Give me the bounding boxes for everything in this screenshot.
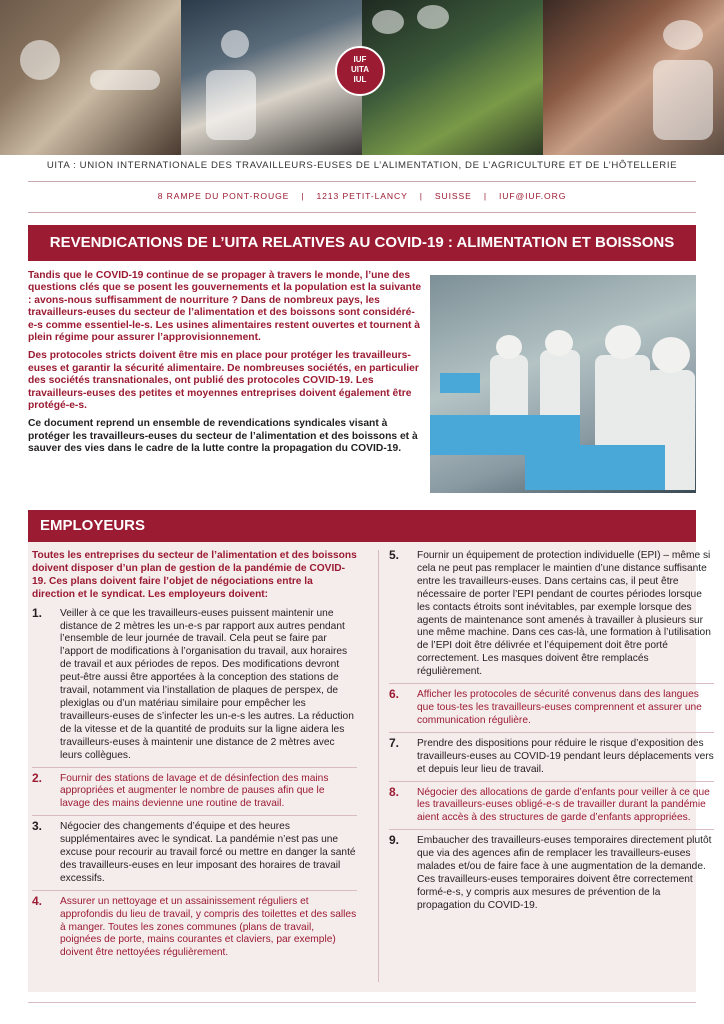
photo-worker-in-factory [181,0,362,155]
item-text: Afficher les protocoles de sécurité convenus dans des langues que tous-tes les travailleurs-euses comprennent et assurer une communication régulière. [417,689,702,726]
item-number: 5. [389,548,400,562]
intro-paragraph-2: Des protocoles stricts doivent être mis en place pour protéger les travailleurs-euses et garantir la sécurité alimentaire. De nombreuses sociétés, en particulier des sociétés transnationales, ont publié des protocoles COVID-19. Les travailleurs-euses des petites et moyennes entreprises doivent également être protégé-e-s. [28,350,419,412]
photo-food-processing-workers [430,275,696,493]
intro-text [28,270,423,462]
item-number: 2. [32,770,43,785]
item-text: Embaucher des travailleurs-euses temporaires directement plutôt que via des agences afin de remplacer les travailleurs-euses malades et/ou de faire face à une augmentation de la demande. Ces travailleurs-euses temporaires doivent être correctement formé-e-s, y compris aux mesures de prévention de la propagation du COVID-19. [417,835,712,911]
address-line: 8 RAMPE DU PONT-ROUGE | 1213 PETIT-LANCY | SUISSE | IUF@IUF.ORG [157,191,567,201]
demand-item [389,550,714,684]
photo-meat-processing [543,0,724,155]
intro-paragraph-3: Ce document reprend un ensemble de revendications syndicales visant à protéger les travailleurs-euses du secteur de l’alimentation et des boissons et à sauver des vies dans le cadre de la lutte contre la propagation du COVID-19. [28,418,418,455]
photo-bottling-line [0,0,181,155]
intro-paragraph-1: Tandis que le COVID-19 continue de se propager à travers le monde, l’une des questions clés que se posent les gouvernements et la population est la suivante : avons-nous suffisamment de nourriture ? Dans de nombreux pays, les travailleurs-euses du secteur de l’alimentation et des boissons sont considéré-e-s comme essentiel-le-s. Les usines alimentaires restent ouvertes et tournent à plein régime pour assurer l’approvisionnement. [28,270,422,344]
demand-item [32,770,357,817]
address-city: 1213 PETIT-LANCY [316,191,408,201]
demand-item [389,689,714,733]
address-street: 8 RAMPE DU PONT-ROUGE [157,191,290,201]
divider [28,212,696,213]
organization-name: UITA : UNION INTERNATIONALE DES TRAVAILLEURS-EUSES DE L’ALIMENTATION, DE L’AGRICULTURE ET DE L’HÔTELLERIE [46,160,678,171]
column-divider [378,550,379,982]
item-number: 7. [389,735,400,750]
demand-item [389,784,714,831]
address-email[interactable]: IUF@IUF.ORG [498,191,567,201]
demand-item [32,821,357,891]
demand-item [389,735,714,782]
column-right [389,550,714,922]
item-text: Veiller à ce que les travailleurs-euses puissent maintenir une distance de 2 mètres les un-e-s par rapport aux autres pendant l’ensemble de leur journée de travail. Cela peut se faire par l’apport de modifications à l’organisation du travail, aux horaires de travail et aux périodes de repos. Des modifications devront peut-être aussi être apportées à la conception des stations de travail, notamment via l’installation de plaques de perspex, de plexiglas ou d’un matériau similaire pour empêcher les travailleurs-euses de s’infecter les un-e-s les autres. La réduction de la vitesse et de la quantité de produits sur la ligne aidera les travailleurs-euses à maintenir une distance de 2 mètres avec leurs collègues. [60,607,354,761]
item-text: Négocier des allocations de garde d’enfants pour veiller à ce que les travailleurs-euses obligé-e-s de travailler durant la pandémie aient accès à des structures de garde d’enfants appropriées. [417,786,710,824]
column-left [32,550,357,969]
demand-item [32,605,357,768]
item-number: 9. [389,833,400,848]
item-number: 3. [32,819,43,834]
section-lead: Toutes les entreprises du secteur de l’alimentation et des boissons doivent disposer d’un plan de gestion de la pandémie de COVID-19. Ces plans doivent faire l’objet de négociations entre la direction et le syndicat. Les employeurs doivent: [32,550,357,600]
item-text: Fournir un équipement de protection individuelle (EPI) – même si cela ne peut pas remplacer le maintien d’une distance suffisante entre les travailleurs-euses. Dans certains cas, il peut être nécessaire de porter l’EPI pendant de courtes périodes lorsque les contacts étroits sont inévitables, par exemple lorsque des agents de maintenance sont amenés à travailler à plusieurs sur une même machine. Dans ces cas-là, une formation à l’utilisation de l’EPI doit être délivrée et l’équipement doit être porté correctement. Les masques doivent être remplacés régulièrement. [417,550,711,678]
demand-item [389,835,714,916]
item-text: Prendre des dispositions pour réduire le risque d’exposition des travailleurs-euses au COVID-19 pendant leurs déplacements vers et depuis leur lieu de travail. [417,737,714,775]
bottom-divider [28,1002,696,1003]
address-country: SUISSE [434,191,472,201]
item-number: 6. [389,687,400,702]
item-text: Négocier des changements d’équipe et des heures supplémentaires avec le syndicat. La pandémie n’est pas une excuse pour recourir au travail forcé ou mettre en danger la santé des travailleurs-euses en leur imposant des horaires de travail excessifs. [60,821,356,884]
photo-vegetable-sorting [362,0,543,155]
divider [28,181,696,182]
demand-item [32,893,357,965]
page-title: REVENDICATIONS DE L’UITA RELATIVES AU COVID-19 : ALIMENTATION ET BOISSONS [28,225,696,261]
item-text: Fournir des stations de lavage et de désinfection des mains appropriées et augmenter le nombre de pauses afin que le lavage des mains devienne une routine de travail. [60,772,329,810]
item-number: 4. [32,893,43,908]
item-number: 1. [32,605,43,620]
section-title-employeurs: EMPLOYEURS [28,510,696,542]
item-text: Assurer un nettoyage et un assainissement réguliers et approfondis du lieu de travail, y compris des toilettes et des salles à manger. Toutes les zones communes (plans de travail, poignées de porte, mains courantes et claviers, par exemple) doivent être nettoyées régulièrement. [60,895,357,959]
item-number: 8. [389,784,400,799]
iuf-logo: IUF UITA IUL [335,46,385,96]
